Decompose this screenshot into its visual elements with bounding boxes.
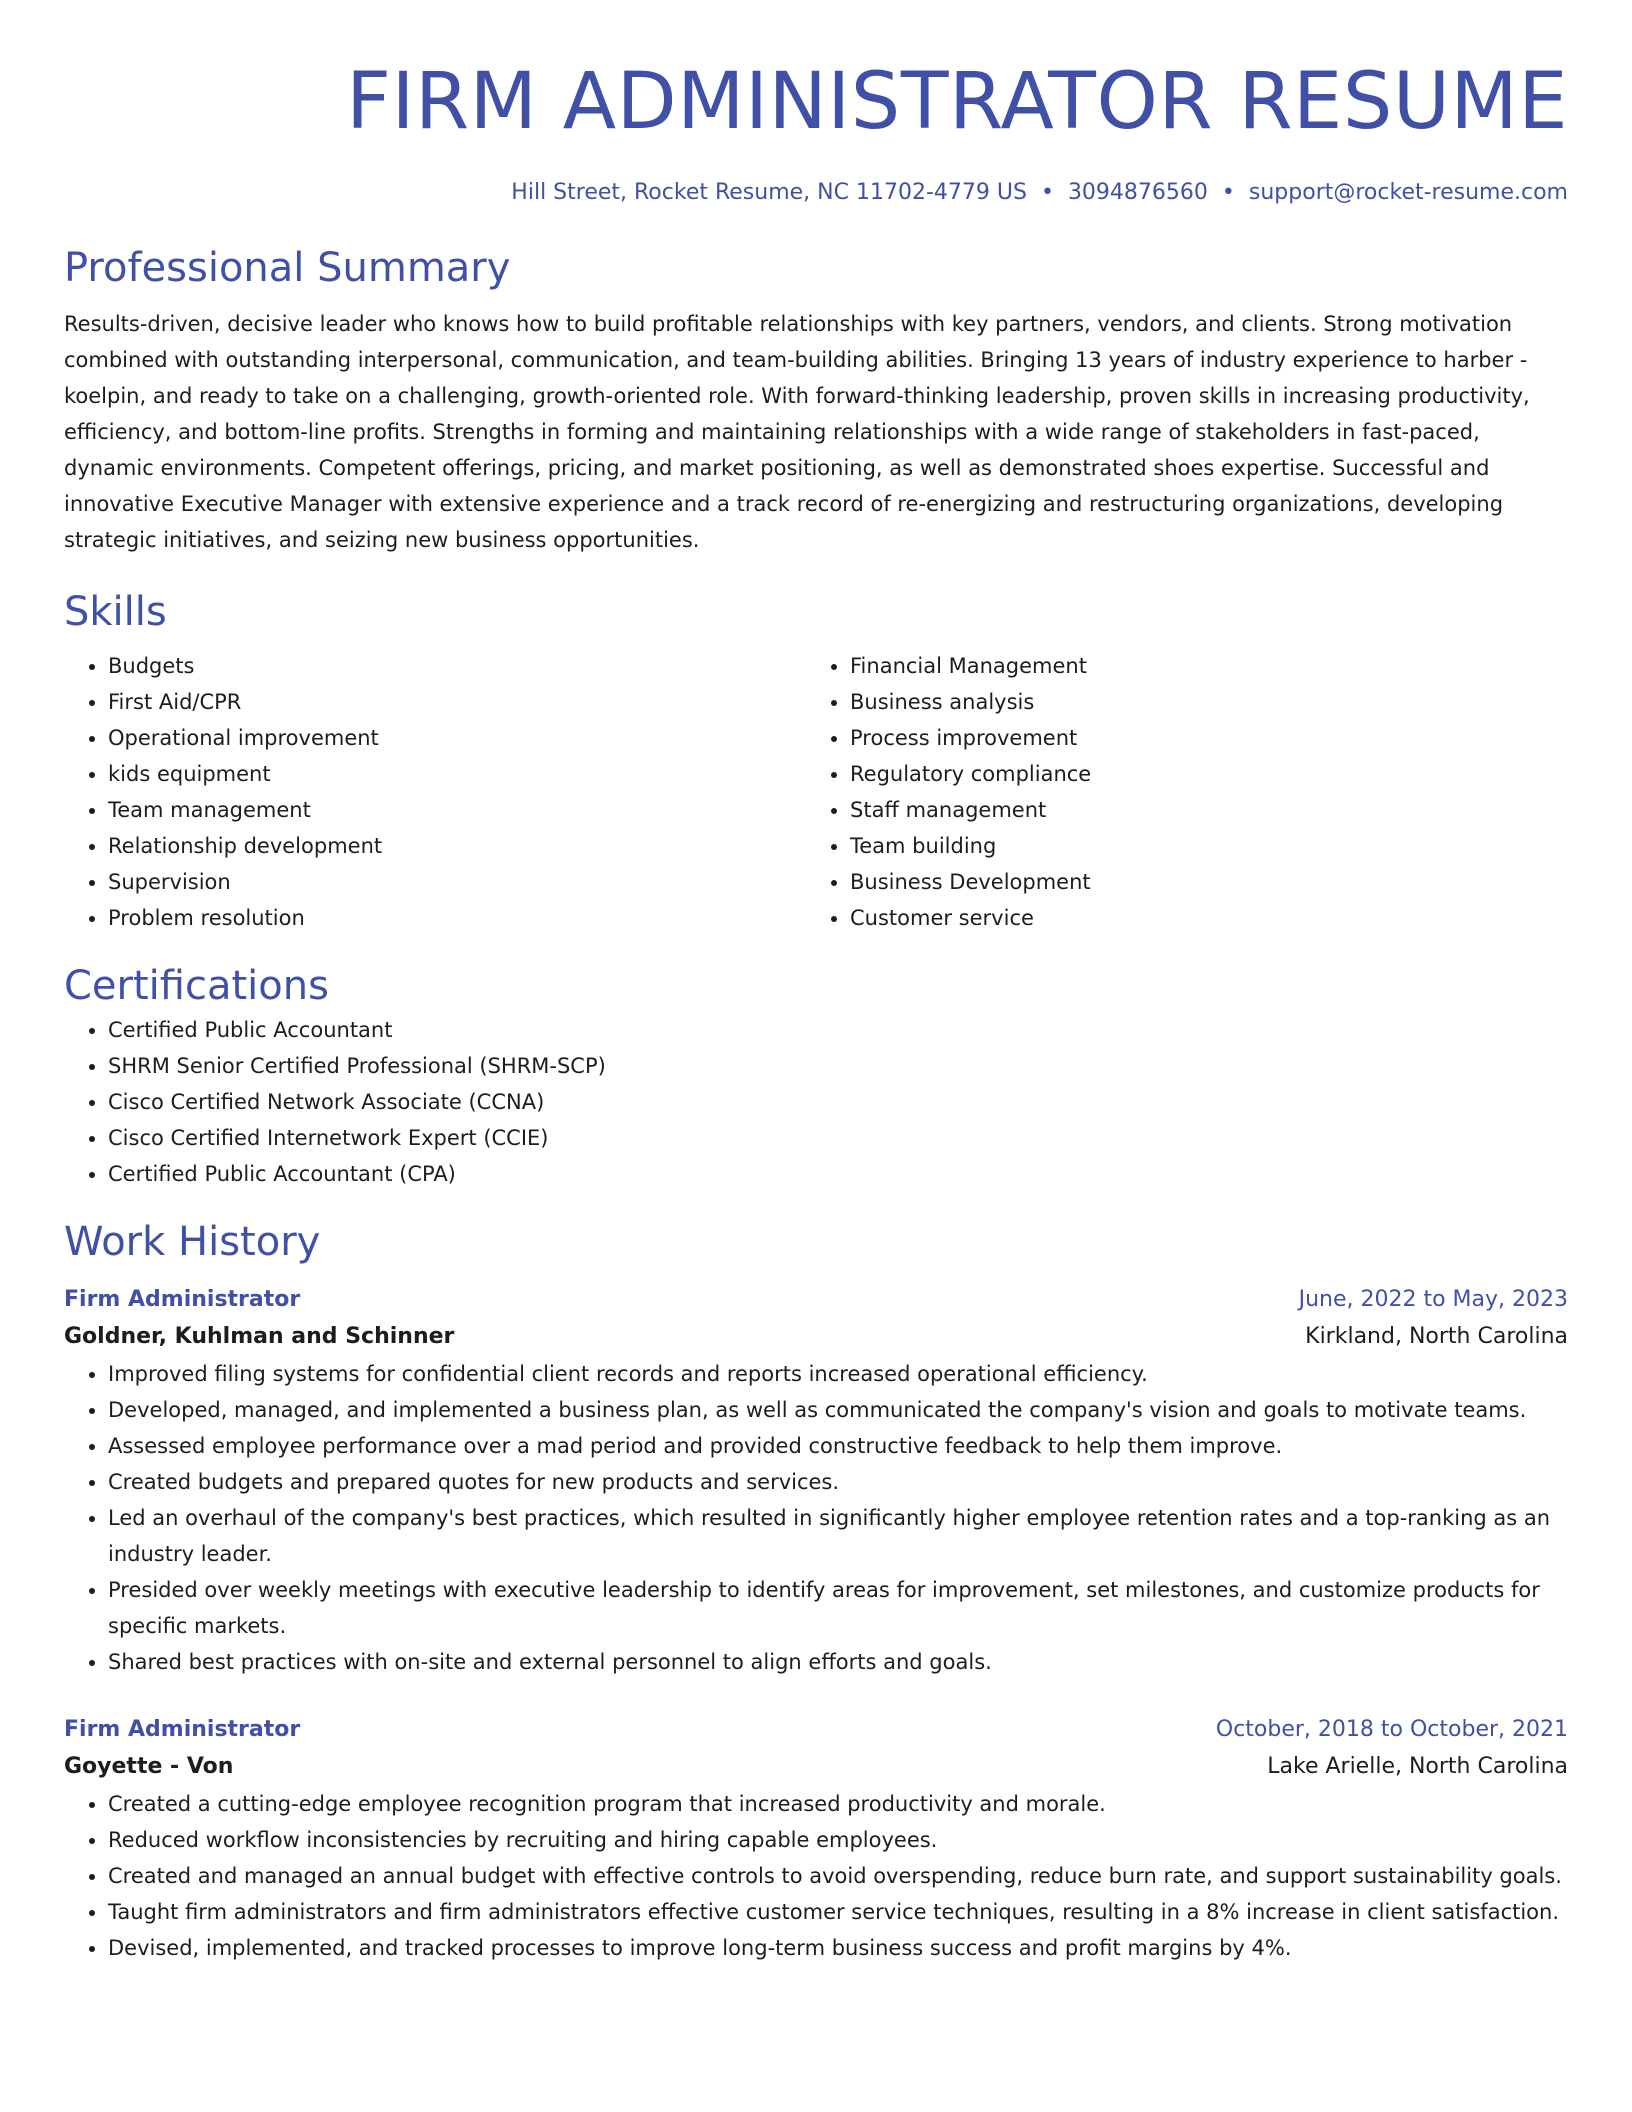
job-bullet: • Reduced workflow inconsistencies by recruiting and hiring capable employees. — [108, 1822, 1568, 1858]
certification-item: • Cisco Certified Network Associate (CCNA) — [108, 1084, 1568, 1120]
skills-list-right — [806, 648, 1548, 936]
certification-item: • SHRM Senior Certified Professional (SHRM-SCP) — [108, 1048, 1568, 1084]
job-bullets — [64, 1356, 1568, 1680]
contact-phone: 3094876560 — [1067, 180, 1208, 205]
job-bullet: • Presided over weekly meetings with executive leadership to identify areas for improvement, set milestones, and customize products for specific markets. — [108, 1572, 1568, 1644]
skill-item: • Regulatory compliance — [850, 756, 1548, 792]
job-header-row — [64, 1712, 1568, 1748]
job-entry — [64, 1712, 1568, 1966]
skill-item: • Budgets — [108, 648, 806, 684]
job-bullet: • Led an overhaul of the company's best practices, which resulted in significantly higher employee retention rates and a top-ranking as an industry leader. — [108, 1500, 1568, 1572]
job-location: Kirkland, North Carolina — [1305, 1324, 1568, 1349]
job-entry — [64, 1282, 1568, 1680]
skill-item: • Team management — [108, 792, 806, 828]
certification-item: • Certified Public Accountant — [108, 1012, 1568, 1048]
contact-separator: • — [1221, 180, 1235, 205]
certification-item: • Certified Public Accountant (CPA) — [108, 1156, 1568, 1192]
job-bullet: • Created budgets and prepared quotes for new products and services. — [108, 1464, 1568, 1500]
job-title: Firm Administrator — [64, 1717, 301, 1742]
skills-column-right — [806, 648, 1548, 936]
resume-header — [64, 52, 1568, 208]
summary-text: Results-driven, decisive leader who knows how to build profitable relationships with key partners, vendors, and clients. Strong motivation combined with outstanding interpersonal, communication, and team-building abilities. Bringing 13 years of industry experience to harber - koelpin, and ready to take on a challenging, growth-oriented role. With forward-thinking leadership, proven skills in increasing productivity, efficiency, and bottom-line profits. Strengths in forming and maintaining relationships with a wide range of stakeholders in fast-paced, dynamic environments. Competent offerings, pricing, and market positioning, as well as demonstrated shoes expertise. Successful and innovative Executive Manager with extensive experience and a track record of re-energizing and restructuring organizations, developing strategic initiatives, and seizing new business opportunities. — [64, 312, 1530, 552]
job-bullet: • Taught firm administrators and firm administrators effective customer service techniques, resulting in a 8% increase in client satisfaction. — [108, 1894, 1568, 1930]
skills-grid — [64, 648, 1568, 936]
skill-item: • First Aid/CPR — [108, 684, 806, 720]
resume-title: FIRM ADMINISTRATOR RESUME — [346, 57, 1568, 147]
job-company: Goldner, Kuhlman and Schinner — [64, 1324, 455, 1349]
job-bullet: • Improved filing systems for confidential client records and reports increased operational efficiency. — [108, 1356, 1568, 1392]
summary-heading: Professional Summary — [64, 245, 511, 291]
job-bullet: • Devised, implemented, and tracked processes to improve long-term business success and profit margins by 4%. — [108, 1930, 1568, 1966]
skill-item: • Supervision — [108, 864, 806, 900]
job-bullet: • Developed, managed, and implemented a business plan, as well as communicated the company's vision and goals to motivate teams. — [108, 1392, 1568, 1428]
job-bullet: • Created and managed an annual budget with effective controls to avoid overspending, reduce burn rate, and support sustainability goals. — [108, 1858, 1568, 1894]
skill-item: • kids equipment — [108, 756, 806, 792]
skill-item: • Business analysis — [850, 684, 1548, 720]
skill-item: • Customer service — [850, 900, 1548, 936]
skill-item: • Staff management — [850, 792, 1548, 828]
skill-item: • Team building — [850, 828, 1548, 864]
job-bullets — [64, 1786, 1568, 1966]
skills-list-left — [64, 648, 806, 936]
certifications-list — [64, 1012, 1568, 1192]
skill-item: • Financial Management — [850, 648, 1548, 684]
job-bullet: • Created a cutting-edge employee recognition program that increased productivity and morale. — [108, 1786, 1568, 1822]
skill-item: • Process improvement — [850, 720, 1548, 756]
job-bullet: • Assessed employee performance over a mad period and provided constructive feedback to help them improve. — [108, 1428, 1568, 1464]
job-dates: October, 2018 to October, 2021 — [1215, 1717, 1568, 1742]
contact-email: support@rocket-resume.com — [1248, 180, 1568, 205]
skills-heading: Skills — [64, 589, 167, 635]
skill-item: • Business Development — [850, 864, 1548, 900]
skill-item: • Operational improvement — [108, 720, 806, 756]
work-history-heading: Work History — [64, 1219, 321, 1265]
job-dates: June, 2022 to May, 2023 — [1298, 1287, 1568, 1312]
job-employer-row — [64, 1748, 1568, 1786]
certification-item: • Cisco Certified Internetwork Expert (CCIE) — [108, 1120, 1568, 1156]
job-company: Goyette - Von — [64, 1754, 234, 1779]
contact-separator: • — [1040, 180, 1054, 205]
skill-item: • Problem resolution — [108, 900, 806, 936]
contact-line — [64, 178, 1568, 208]
contact-address: Hill Street, Rocket Resume, NC 11702-4779 US — [511, 180, 1027, 205]
skill-item: • Relationship development — [108, 828, 806, 864]
job-employer-row — [64, 1318, 1568, 1356]
job-location: Lake Arielle, North Carolina — [1267, 1754, 1568, 1779]
job-header-row — [64, 1282, 1568, 1318]
job-title: Firm Administrator — [64, 1287, 301, 1312]
job-bullet: • Shared best practices with on-site and external personnel to align efforts and goals. — [108, 1644, 1568, 1680]
certifications-heading: Certifications — [64, 963, 329, 1009]
skills-column-left — [64, 648, 806, 936]
